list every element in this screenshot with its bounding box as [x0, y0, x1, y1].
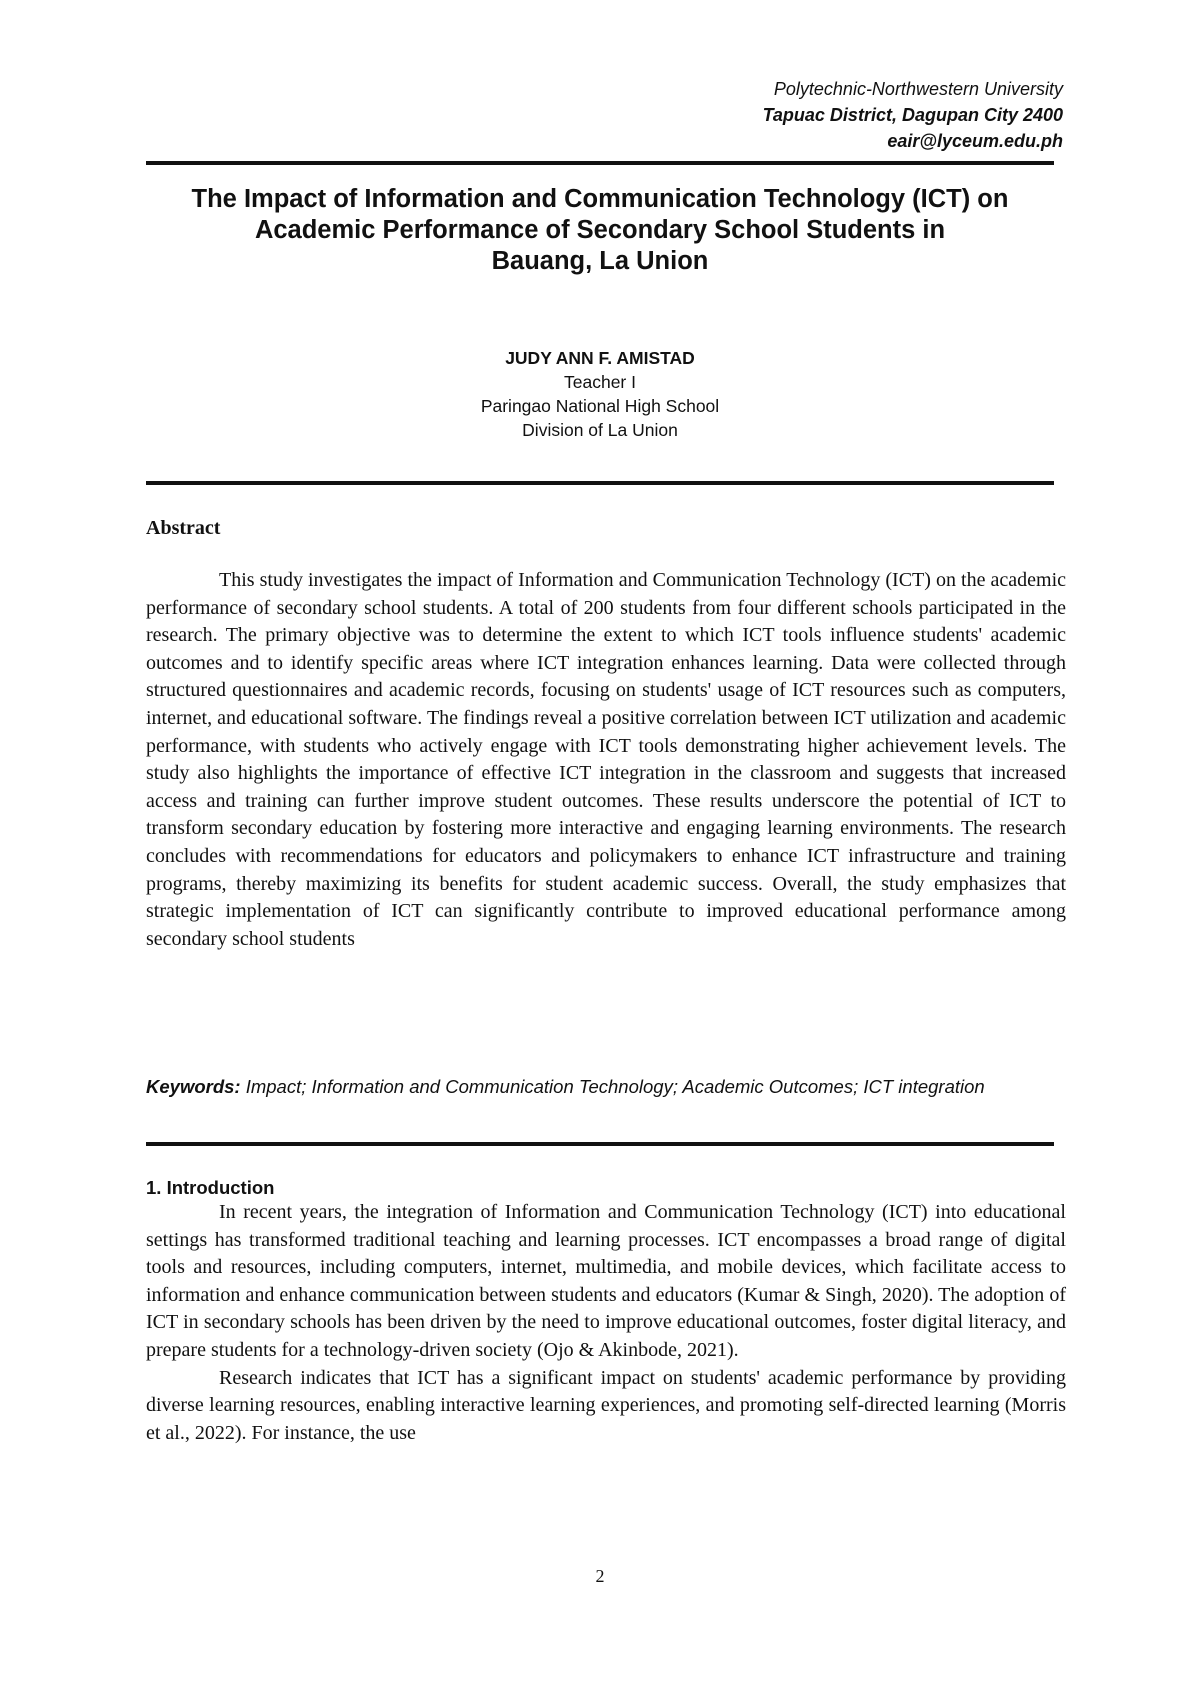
introduction-paragraph: In recent years, the integration of Information and Communication Technology (ICT) into educational settings has transformed traditional teaching and learning processes. ICT encompasses a broad range of digital tools and resources, including computers, internet, multimedia, and mobile devices, which facilitate access to information and enhance communication between students and educators (Kumar & Singh, 2020). The adoption of ICT in secondary schools has been driven by the need to improve educational outcomes, foster digital literacy, and prepare students for a technology-driven society (Ojo & Akinbode, 2021).: [146, 1201, 1066, 1361]
author-block: [120, 346, 1080, 442]
paper-title: [120, 184, 1080, 277]
keywords-label: Keywords:: [146, 1076, 241, 1097]
title-line: Bauang, La Union: [491, 247, 709, 275]
author-division: Division of La Union: [522, 420, 678, 440]
university-name: Polytechnic-Northwestern University: [773, 79, 1063, 99]
university-address: Tapuac District, Dagupan City 2400: [762, 105, 1063, 125]
author-position: Teacher I: [564, 372, 636, 392]
abstract-heading: Abstract: [146, 517, 221, 539]
introduction-heading: 1. Introduction: [146, 1177, 275, 1198]
introduction-paragraph: Research indicates that ICT has a significant impact on students' academic performance by providing diverse learning resources, enabling interactive learning experiences, and promoting self-directed learning (Morris et al., 2022). For instance, the use: [146, 1366, 1066, 1444]
header-divider: [146, 161, 1054, 165]
university-email: eair@lyceum.edu.ph: [887, 131, 1063, 151]
abstract-paragraph: This study investigates the impact of Information and Communication Technology (ICT) on the academic performance of secondary school students. A total of 200 students from four different schools participated in the research. The primary objective was to determine the extent to which ICT tools influence students' academic outcomes and to identify specific areas where ICT integration enhances learning. Data were collected through structured questionnaires and academic records, focusing on students' usage of ICT resources such as computers, internet, and educational software. The findings reveal a positive correlation between ICT utilization and academic performance, with students who actively engage with ICT tools demonstrating higher achievement levels. The study also highlights the importance of effective ICT integration in the classroom and suggests that increased access and training can further improve student outcomes. These results underscore the potential of ICT to transform secondary education by fostering more interactive and engaging learning environments. The research concludes with recommendations for educators and policymakers to enhance ICT infrastructure and training programs, thereby maximizing its benefits for student academic success. Overall, the study emphasizes that strategic implementation of ICT can significantly contribute to improved educational performance among secondary school students: [146, 569, 1066, 950]
author-divider: [146, 481, 1054, 485]
author-school: Paringao National High School: [480, 396, 720, 416]
abstract-body: [146, 567, 1066, 953]
introduction-body: [146, 1199, 1066, 1447]
author-name: JUDY ANN F. AMISTAD: [505, 348, 695, 368]
keywords-divider: [146, 1142, 1054, 1146]
keywords-text: Impact; Information and Communication Technology; Academic Outcomes; ICT integration: [245, 1076, 985, 1097]
institution-header: [763, 76, 1063, 154]
keywords: [146, 1074, 1066, 1099]
title-line: The Impact of Information and Communication Technology (ICT) on: [191, 185, 1009, 213]
page-number: 2: [595, 1566, 605, 1586]
title-line: Academic Performance of Secondary School Students in: [254, 216, 946, 244]
